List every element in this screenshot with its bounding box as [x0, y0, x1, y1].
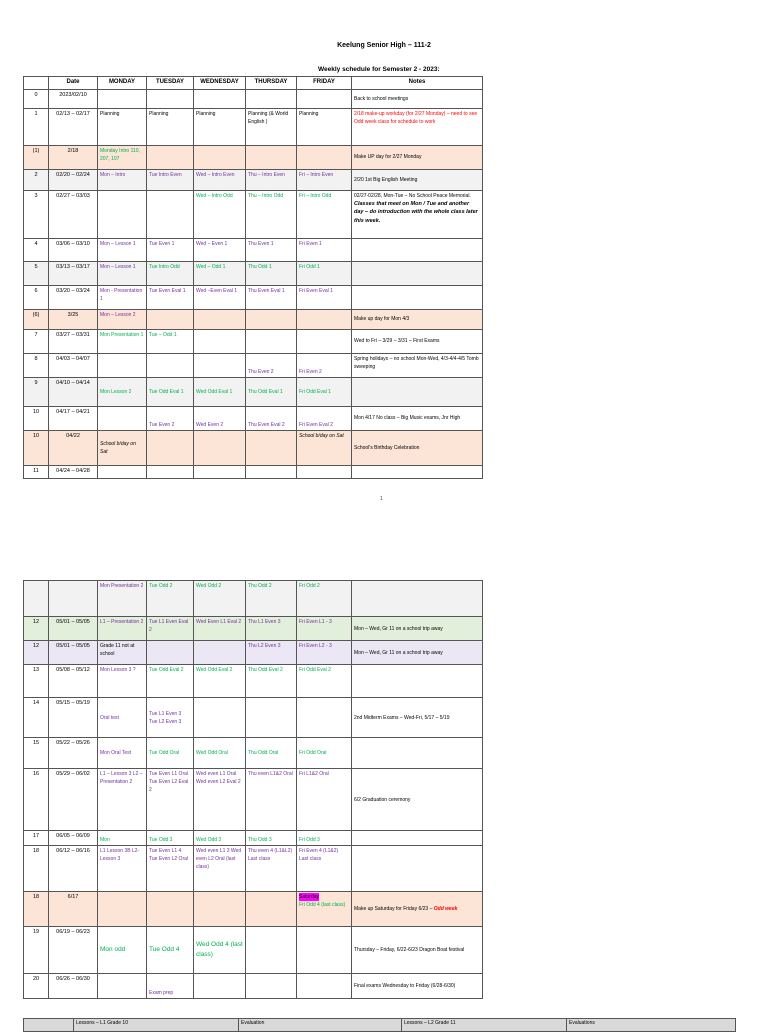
- tuesday-cell: Tue Odd 2: [147, 581, 194, 617]
- notes-cell: School's Birthday Celebration: [352, 430, 483, 465]
- notes-text: Make up Saturday for Friday 6/23 –: [354, 906, 434, 912]
- monday-cell: Grade 11 not at school: [98, 641, 147, 665]
- header-friday: FRIDAY: [297, 77, 352, 90]
- friday-cell: Fri Even 1: [297, 238, 352, 261]
- wednesday-cell: Wed – Intro Odd: [194, 190, 246, 238]
- thursday-cell: [246, 465, 297, 478]
- monday-cell: Planning: [98, 108, 147, 145]
- friday-cell: Fri Even Eval 1: [297, 285, 352, 309]
- wednesday-cell: Wed – Odd 1: [194, 261, 246, 285]
- week-cell: 1: [24, 108, 49, 145]
- wednesday-cell: Wed Odd Eval 1: [194, 377, 246, 406]
- tuesday-cell: Tue Intro Even: [147, 169, 194, 190]
- monday-cell: [98, 974, 147, 999]
- thursday-cell: [246, 309, 297, 329]
- notes-cell: 6/2 Graduation ceremony: [352, 769, 483, 831]
- table-row: [24, 738, 483, 769]
- tuesday-cell: Tue Even L1 4 Tue Even L2 Oral: [147, 846, 194, 892]
- table-row: [24, 406, 483, 430]
- friday-cell: [297, 927, 352, 974]
- tuesday-cell: [147, 641, 194, 665]
- thursday-cell: Thu – Intro Even: [246, 169, 297, 190]
- friday-cell: [297, 89, 352, 108]
- wednesday-cell: Wed even L1 Oral Wed even L2 Eval 2: [194, 769, 246, 831]
- thursday-cell: Thu Even Eval 1: [246, 285, 297, 309]
- monday-cell: Mon Presentation 2: [98, 581, 147, 617]
- wednesday-cell: [194, 698, 246, 738]
- header-thursday: THURSDAY: [246, 77, 297, 90]
- week-cell: 10: [24, 430, 49, 465]
- tuesday-cell: [147, 353, 194, 377]
- thursday-cell: Thu Odd Eval 2: [246, 665, 297, 698]
- thursday-cell: Thu Odd Oral: [246, 738, 297, 769]
- friday-cell: [297, 329, 352, 353]
- date-cell: 06/19 – 06/23: [49, 927, 98, 974]
- date-cell: 05/01 – 05/05: [49, 641, 98, 665]
- wednesday-cell: [194, 974, 246, 999]
- tuesday-cell: [147, 465, 194, 478]
- tuesday-cell: [147, 430, 194, 465]
- notes-cell: Mon – Wed, Gr 11 on a school trip away: [352, 641, 483, 665]
- week-cell: 18: [24, 892, 49, 927]
- table-row: [24, 89, 483, 108]
- notes-cell: [352, 846, 483, 892]
- week-cell: 19: [24, 927, 49, 974]
- wednesday-cell: [194, 145, 246, 169]
- week-cell: (1): [24, 145, 49, 169]
- thursday-cell: Thu L1 Even 3: [246, 617, 297, 641]
- friday-cell-text: Fri Odd 4 (last class): [299, 902, 346, 908]
- date-cell: 05/01 – 05/05: [49, 617, 98, 641]
- tuesday-cell: [147, 309, 194, 329]
- eval-header-l1: Lessons – L1 Grade 10: [74, 1019, 239, 1032]
- friday-cell: [297, 698, 352, 738]
- friday-cell: Planning: [297, 108, 352, 145]
- wednesday-cell: Planning: [194, 108, 246, 145]
- header-monday: MONDAY: [98, 77, 147, 90]
- monday-cell: Mon – Intro: [98, 169, 147, 190]
- table-row: [24, 769, 483, 831]
- schedule-table-part-2: [23, 580, 483, 999]
- thursday-cell: Thu Odd 2: [246, 581, 297, 617]
- friday-cell: Fri Odd Eval 2: [297, 665, 352, 698]
- table-row: [24, 641, 483, 665]
- tuesday-cell: Tue L1 Even 3 Tue L2 Even 3: [147, 698, 194, 738]
- tuesday-cell: Tue Odd Eval 1: [147, 377, 194, 406]
- tuesday-cell: Tue Odd 4: [147, 927, 194, 974]
- monday-cell: L1 – Presentation 2: [98, 617, 147, 641]
- notes-cell: Mon – Wed, Gr 11 on a school trip away: [352, 617, 483, 641]
- week-cell: 12: [24, 641, 49, 665]
- notes-cell: [352, 238, 483, 261]
- week-cell: 15: [24, 738, 49, 769]
- tuesday-cell: Tue Odd 3: [147, 831, 194, 846]
- friday-cell: [297, 145, 352, 169]
- eval-header-row: [24, 1019, 736, 1032]
- friday-cell: Fri Odd 3: [297, 831, 352, 846]
- schedule-table-part-1: [23, 76, 483, 479]
- wednesday-cell: Wed Even 2: [194, 406, 246, 430]
- wednesday-cell: Wed Odd Eval 2: [194, 665, 246, 698]
- monday-cell: Mon Presentation 1: [98, 329, 147, 353]
- wednesday-cell: [194, 353, 246, 377]
- wednesday-cell: Wed Odd 4 (last class): [194, 927, 246, 974]
- eval-header-l2: Lessons – L2 Grade 11: [402, 1019, 567, 1032]
- date-cell: 05/15 – 05/19: [49, 698, 98, 738]
- week-cell: 12: [24, 617, 49, 641]
- friday-cell: Fri Odd 1: [297, 261, 352, 285]
- monday-cell: Mon – Lesson 1: [98, 261, 147, 285]
- wednesday-cell: [194, 329, 246, 353]
- tuesday-cell: [147, 89, 194, 108]
- notes-cell: Make up day for Mon 4/3: [352, 309, 483, 329]
- friday-cell: Fri Even L2 - 3: [297, 641, 352, 665]
- header-tuesday: TUESDAY: [147, 77, 194, 90]
- table-row: [24, 329, 483, 353]
- saturday-highlight: Saturday: [299, 894, 320, 900]
- wednesday-cell: Wed Odd 2: [194, 581, 246, 617]
- date-cell: 04/10 – 04/14: [49, 377, 98, 406]
- date-cell: 04/22: [49, 430, 98, 465]
- week-cell: 13: [24, 665, 49, 698]
- thursday-cell: [246, 974, 297, 999]
- eval-header-evaluations: Evaluations: [567, 1019, 736, 1032]
- table-row: [24, 377, 483, 406]
- eval-spacer-cell: [24, 1019, 74, 1032]
- table-row: [24, 831, 483, 846]
- friday-cell: Fri Odd Eval 1: [297, 377, 352, 406]
- table-row: [24, 617, 483, 641]
- thursday-cell: [246, 430, 297, 465]
- notes-cell: Mon 4/17 No class – Big Music exams, Jnr High: [352, 406, 483, 430]
- date-cell: [49, 581, 98, 617]
- thursday-cell: Planning (& World English ): [246, 108, 297, 145]
- week-cell: 6: [24, 285, 49, 309]
- table-row: [24, 285, 483, 309]
- week-cell: 17: [24, 831, 49, 846]
- table-row: [24, 169, 483, 190]
- tuesday-cell: Planning: [147, 108, 194, 145]
- date-cell: 03/27 – 03/31: [49, 329, 98, 353]
- table-row: [24, 430, 483, 465]
- monday-cell: Oral test: [98, 698, 147, 738]
- date-cell: 3/25: [49, 309, 98, 329]
- table-row: [24, 581, 483, 617]
- date-cell: 06/12 – 06/16: [49, 846, 98, 892]
- week-cell: (6): [24, 309, 49, 329]
- notes-cell: [352, 665, 483, 698]
- tuesday-cell: Tue Even L1 Oral Tue Even L2 Eval 2: [147, 769, 194, 831]
- notes-cell: Back to school meetings: [352, 89, 483, 108]
- tuesday-cell: Tue Intro Odd: [147, 261, 194, 285]
- date-cell: 6/17: [49, 892, 98, 927]
- week-cell: 0: [24, 89, 49, 108]
- wednesday-cell: [194, 309, 246, 329]
- wednesday-cell: Wed Even L1 Eval 2: [194, 617, 246, 641]
- date-cell: 05/22 – 05/26: [49, 738, 98, 769]
- thursday-cell: Thu Even Eval 2: [246, 406, 297, 430]
- page-title: Keelung Senior High – 111-2: [337, 42, 431, 49]
- wednesday-cell: [194, 892, 246, 927]
- date-cell: 02/13 – 02/17: [49, 108, 98, 145]
- thursday-cell: [246, 89, 297, 108]
- tuesday-cell: Tue Even 2: [147, 406, 194, 430]
- date-cell: 04/17 – 04/21: [49, 406, 98, 430]
- date-cell: 03/06 – 03/10: [49, 238, 98, 261]
- date-cell: 04/03 – 04/07: [49, 353, 98, 377]
- week-cell: 14: [24, 698, 49, 738]
- wednesday-cell: Wed Odd Oral: [194, 738, 246, 769]
- tuesday-cell: Tue – Odd 1: [147, 329, 194, 353]
- notes-cell: [352, 581, 483, 617]
- table-row: [24, 846, 483, 892]
- tuesday-cell: Exam prep: [147, 974, 194, 999]
- notes-cell: 2/18 make-up workday (for 2/27 Monday) – need to see Odd week class for schedule to work: [352, 108, 483, 145]
- friday-cell: School b/day on Sat: [297, 430, 352, 465]
- notes-cell: [352, 465, 483, 478]
- week-cell: 11: [24, 465, 49, 478]
- tuesday-cell: Tue L1 Even Eval 2: [147, 617, 194, 641]
- thursday-cell: [246, 927, 297, 974]
- week-cell: 3: [24, 190, 49, 238]
- thursday-cell: Thu Odd Eval 1: [246, 377, 297, 406]
- week-cell: 5: [24, 261, 49, 285]
- tuesday-cell: [147, 892, 194, 927]
- monday-cell: Mon Lesson 3 ?: [98, 665, 147, 698]
- thursday-cell: Thu L2 Even 3: [246, 641, 297, 665]
- wednesday-cell: [194, 430, 246, 465]
- date-cell: 06/26 – 06/30: [49, 974, 98, 999]
- week-cell: 10: [24, 406, 49, 430]
- tuesday-cell: [147, 190, 194, 238]
- wednesday-cell: Wed even L1 3 Wed even L2 Oral (last class): [194, 846, 246, 892]
- date-cell: 05/08 – 05/12: [49, 665, 98, 698]
- evaluation-table: [23, 1018, 736, 1032]
- notes-cell: [352, 190, 483, 238]
- header-wednesday: WEDNESDAY: [194, 77, 246, 90]
- monday-cell: School b/day on Sat: [98, 430, 147, 465]
- header-row: [24, 77, 483, 90]
- table-row: [24, 698, 483, 738]
- tuesday-cell: Tue Odd Eval 2: [147, 665, 194, 698]
- notes-cell: [352, 892, 483, 927]
- monday-cell: [98, 465, 147, 478]
- week-cell: 8: [24, 353, 49, 377]
- table-row: [24, 665, 483, 698]
- monday-cell: [98, 892, 147, 927]
- monday-cell: Monday Intro 110, 207, 107: [98, 145, 147, 169]
- monday-cell: [98, 190, 147, 238]
- table-row: [24, 261, 483, 285]
- monday-cell: [98, 89, 147, 108]
- notes-emphasis: Classes that meet on Mon / Tue and another day – do introduction with the whole class later this week.: [354, 200, 478, 225]
- thursday-cell: Thu Odd 3: [246, 831, 297, 846]
- date-cell: 03/20 – 03/24: [49, 285, 98, 309]
- tuesday-cell: Tue Even 1: [147, 238, 194, 261]
- tuesday-cell: Tue Odd Oral: [147, 738, 194, 769]
- friday-cell: [297, 465, 352, 478]
- thursday-cell: [246, 145, 297, 169]
- friday-cell: Fri Odd Oral: [297, 738, 352, 769]
- tuesday-cell: [147, 145, 194, 169]
- thursday-cell: Thu – Intro Odd: [246, 190, 297, 238]
- page-subtitle: Weekly schedule for Semester 2 - 2023:: [318, 66, 440, 73]
- tuesday-cell: Tue Even Eval 1: [147, 285, 194, 309]
- week-cell: 20: [24, 974, 49, 999]
- notes-text: 02/27-02/28, Mon-Tue – No School Peace Memorial.: [354, 192, 471, 199]
- date-cell: 05/29 – 06/02: [49, 769, 98, 831]
- week-cell: 18: [24, 846, 49, 892]
- page-number: 1: [380, 496, 383, 502]
- table-row: [24, 353, 483, 377]
- table-row: [24, 465, 483, 478]
- date-cell: 03/13 – 03/17: [49, 261, 98, 285]
- notes-cell: 2/20 1st Big English Meeting: [352, 169, 483, 190]
- notes-cell: 2nd Midterm Exams – Wed-Fri, 5/17 – 5/19: [352, 698, 483, 738]
- wednesday-cell: [194, 465, 246, 478]
- thursday-cell: Thu Even 2: [246, 353, 297, 377]
- friday-cell: Fri Odd 2: [297, 581, 352, 617]
- table-row: [24, 108, 483, 145]
- friday-cell: Fri – Intro Odd: [297, 190, 352, 238]
- week-cell: 7: [24, 329, 49, 353]
- monday-cell: Mon Lesson 2: [98, 377, 147, 406]
- date-cell: 2023/02/10: [49, 89, 98, 108]
- table-row: [24, 927, 483, 974]
- week-cell: 2: [24, 169, 49, 190]
- week-cell: 16: [24, 769, 49, 831]
- notes-cell: Wed to Fri – 3/29 – 3/31 – First Exams: [352, 329, 483, 353]
- header-notes: Notes: [352, 77, 483, 90]
- friday-cell: [297, 892, 352, 927]
- monday-cell: Mon – Lesson 2: [98, 309, 147, 329]
- friday-cell: Fri Even L1 - 3: [297, 617, 352, 641]
- notes-cell: [352, 285, 483, 309]
- monday-cell: L1 Lesson 3B L2- Lesson 3: [98, 846, 147, 892]
- wednesday-cell: Wed – Intro Even: [194, 169, 246, 190]
- date-cell: 06/05 – 06/09: [49, 831, 98, 846]
- monday-cell: Mon: [98, 831, 147, 846]
- notes-cell: Thursday – Friday, 6/22-6/23 Dragon Boat festival: [352, 927, 483, 974]
- thursday-cell: Thu even L1&2 Oral: [246, 769, 297, 831]
- friday-cell: Fri Even 4 (L1&2) Last class: [297, 846, 352, 892]
- friday-cell: Fri – Intro Even: [297, 169, 352, 190]
- notes-cell: Spring holidays – no school Mon-Wed, 4/3-4/4-4/5 Tomb sweeping: [352, 353, 483, 377]
- thursday-cell: [246, 329, 297, 353]
- wednesday-cell: Wed –Even Eval 1: [194, 285, 246, 309]
- thursday-cell: [246, 892, 297, 927]
- monday-cell: Mon - Presentation 1: [98, 285, 147, 309]
- date-cell: 02/20 – 02/24: [49, 169, 98, 190]
- friday-cell: Fri L1&2 Oral: [297, 769, 352, 831]
- notes-cell: Make UP day for 2/27 Monday: [352, 145, 483, 169]
- week-cell: 4: [24, 238, 49, 261]
- friday-cell: Fri Even 2: [297, 353, 352, 377]
- week-cell: [24, 581, 49, 617]
- table-row: [24, 892, 483, 927]
- friday-cell: Fri Even Eval 2: [297, 406, 352, 430]
- table-row: [24, 309, 483, 329]
- friday-cell: [297, 974, 352, 999]
- thursday-cell: Thu even 4 (L1&L2) Last class: [246, 846, 297, 892]
- notes-cell: [352, 377, 483, 406]
- notes-cell: [352, 261, 483, 285]
- friday-cell: [297, 309, 352, 329]
- wednesday-cell: Wed – Even 1: [194, 238, 246, 261]
- table-row: [24, 974, 483, 999]
- date-cell: 02/27 – 03/03: [49, 190, 98, 238]
- wednesday-cell: [194, 89, 246, 108]
- table-row: [24, 238, 483, 261]
- notes-cell: [352, 738, 483, 769]
- eval-header-evaluation: Evaluation: [239, 1019, 402, 1032]
- table-row: [24, 190, 483, 238]
- date-cell: 04/24 – 04/28: [49, 465, 98, 478]
- thursday-cell: [246, 698, 297, 738]
- monday-cell: [98, 406, 147, 430]
- header-week: [24, 77, 49, 90]
- thursday-cell: Thu Even 1: [246, 238, 297, 261]
- date-cell: 2/18: [49, 145, 98, 169]
- monday-cell: [98, 353, 147, 377]
- notes-cell: Final exams Wednesday to Friday (6/28-6/30): [352, 974, 483, 999]
- table-row: [24, 145, 483, 169]
- notes-cell: [352, 831, 483, 846]
- header-date: Date: [49, 77, 98, 90]
- monday-cell: Mon Oral Test: [98, 738, 147, 769]
- monday-cell: Mon – Lesson 1: [98, 238, 147, 261]
- wednesday-cell: [194, 641, 246, 665]
- thursday-cell: Thu Odd 1: [246, 261, 297, 285]
- week-cell: 9: [24, 377, 49, 406]
- notes-emphasis: Odd week: [433, 906, 458, 912]
- monday-cell: Mon odd: [98, 927, 147, 974]
- monday-cell: L1 – Lesson 3 L2 – Presentation 2: [98, 769, 147, 831]
- wednesday-cell: Wed Odd 3: [194, 831, 246, 846]
